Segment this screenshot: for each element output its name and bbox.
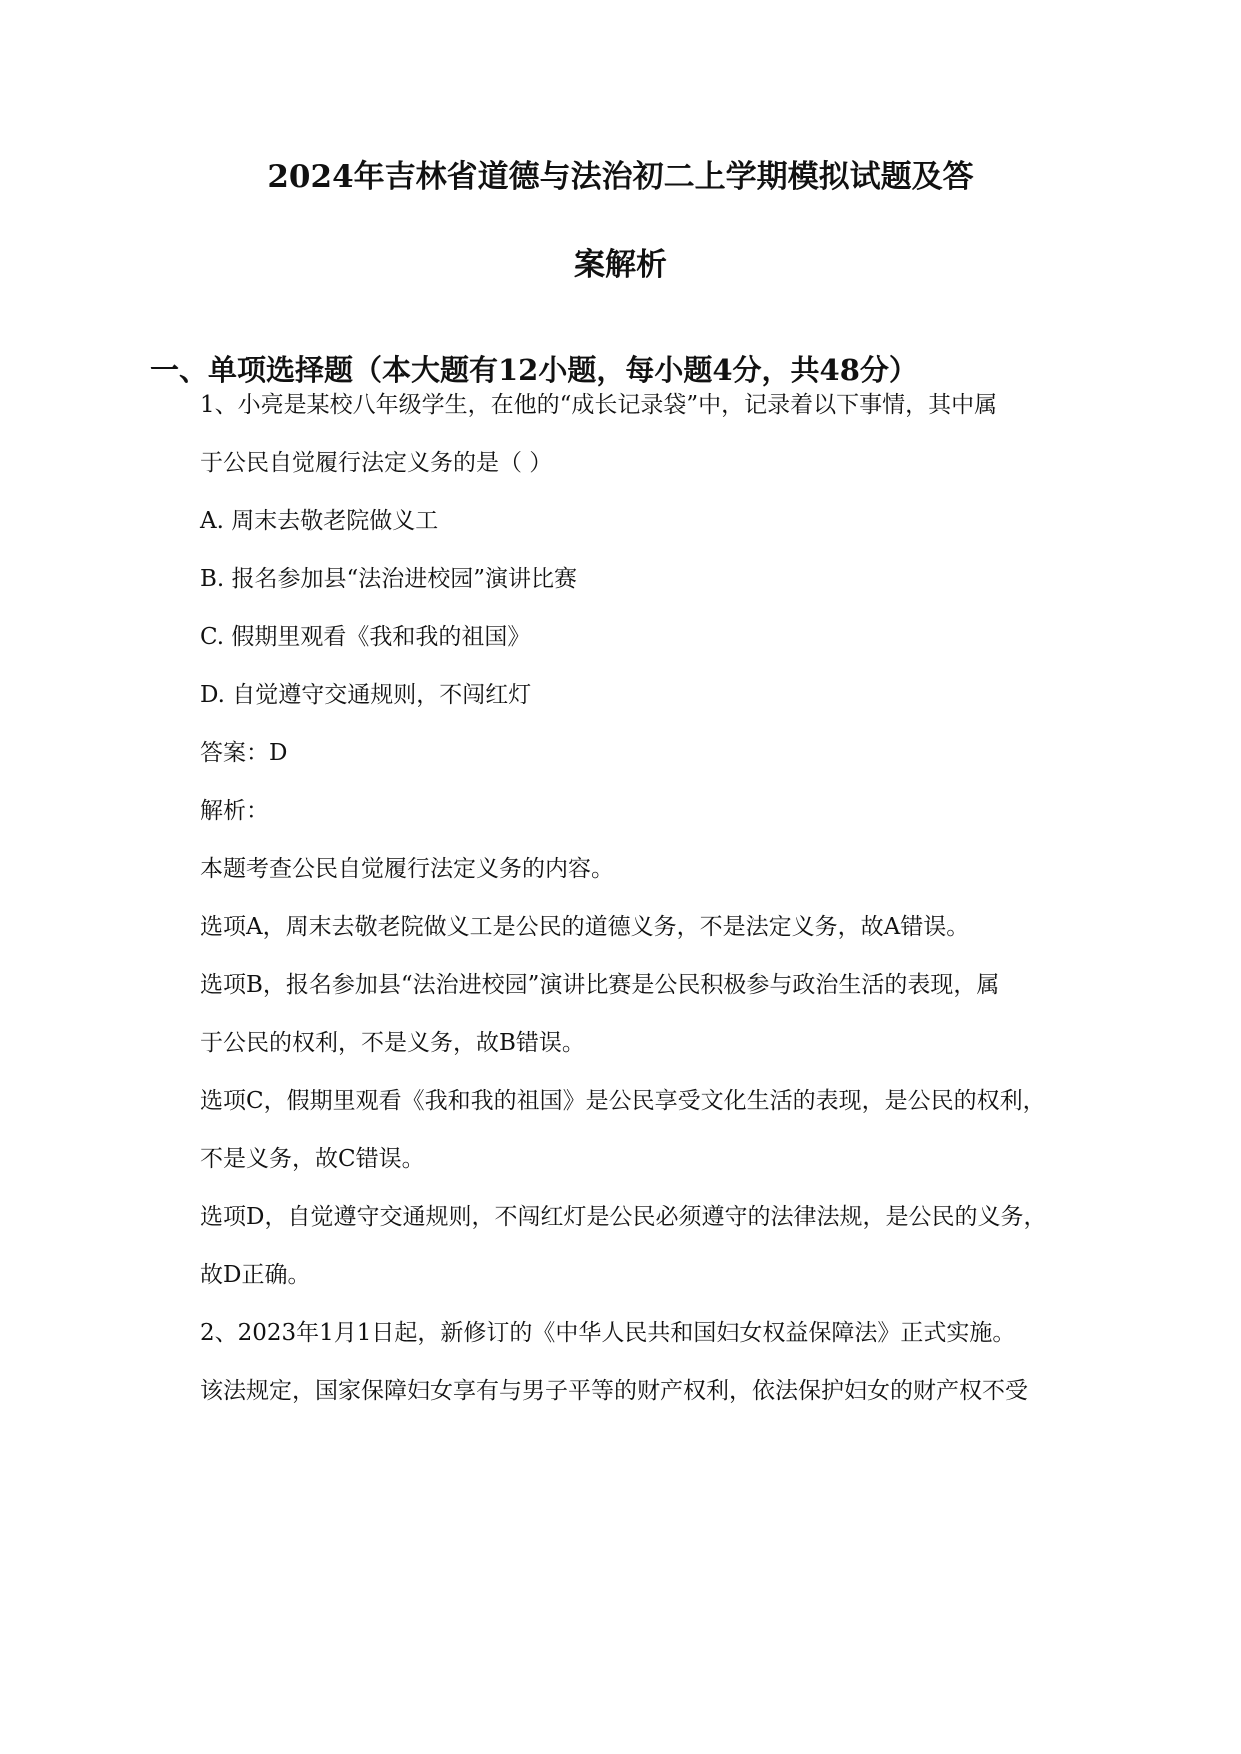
- question-1-stem-line-2: 于公民自觉履行法定义务的是（ ）: [200, 450, 553, 476]
- document-title-line-1: 2024年吉林省道德与法治初二上学期模拟试题及答: [267, 159, 974, 195]
- question-1-analysis-line: 于公民的权利，不是义务，故B错误。: [200, 1030, 585, 1056]
- question-1-answer: 答案：D: [200, 740, 288, 766]
- question-1-option-c: C. 假期里观看《我和我的祖国》: [200, 624, 531, 650]
- question-2-stem-line-1: 2、2023年1月1日起，新修订的《中华人民共和国妇女权益保障法》正式实施。: [200, 1320, 1016, 1346]
- question-2-stem-line-2: 该法规定，国家保障妇女享有与男子平等的财产权利，依法保护妇女的财产权不受: [200, 1378, 1028, 1404]
- question-1-analysis-line: 选项C，假期里观看《我和我的祖国》是公民享受文化生活的表现，是公民的权利，: [200, 1088, 1046, 1114]
- question-1-analysis-line: 故D正确。: [200, 1262, 311, 1288]
- section-heading: 一、单项选择题（本大题有12小题，每小题4分，共48分）: [150, 353, 918, 387]
- question-1-option-b: B. 报名参加县“法治进校园”演讲比赛: [200, 566, 578, 592]
- question-1-analysis-line: 选项B，报名参加县“法治进校园”演讲比赛是公民积极参与政治生活的表现，属: [200, 972, 1000, 998]
- question-1-option-d: D. 自觉遵守交通规则，不闯红灯: [200, 682, 532, 708]
- question-1-analysis-line: 选项D，自觉遵守交通规则，不闯红灯是公民必须遵守的法律法规，是公民的义务，: [200, 1204, 1047, 1230]
- question-1-analysis-line: 选项A，周末去敬老院做义工是公民的道德义务，不是法定义务，故A错误。: [200, 914, 970, 940]
- document-title-line-2: 案解析: [574, 247, 667, 283]
- question-1-stem-line-1: 1、小亮是某校八年级学生，在他的“成长记录袋”中，记录着以下事情，其中属: [200, 392, 998, 418]
- question-1-analysis-line: 本题考查公民自觉履行法定义务的内容。: [200, 856, 614, 882]
- question-1-analysis-label: 解析：: [200, 798, 269, 824]
- question-1-analysis-line: 不是义务，故C错误。: [200, 1146, 425, 1172]
- question-1-option-a: A. 周末去敬老院做义工: [200, 508, 439, 534]
